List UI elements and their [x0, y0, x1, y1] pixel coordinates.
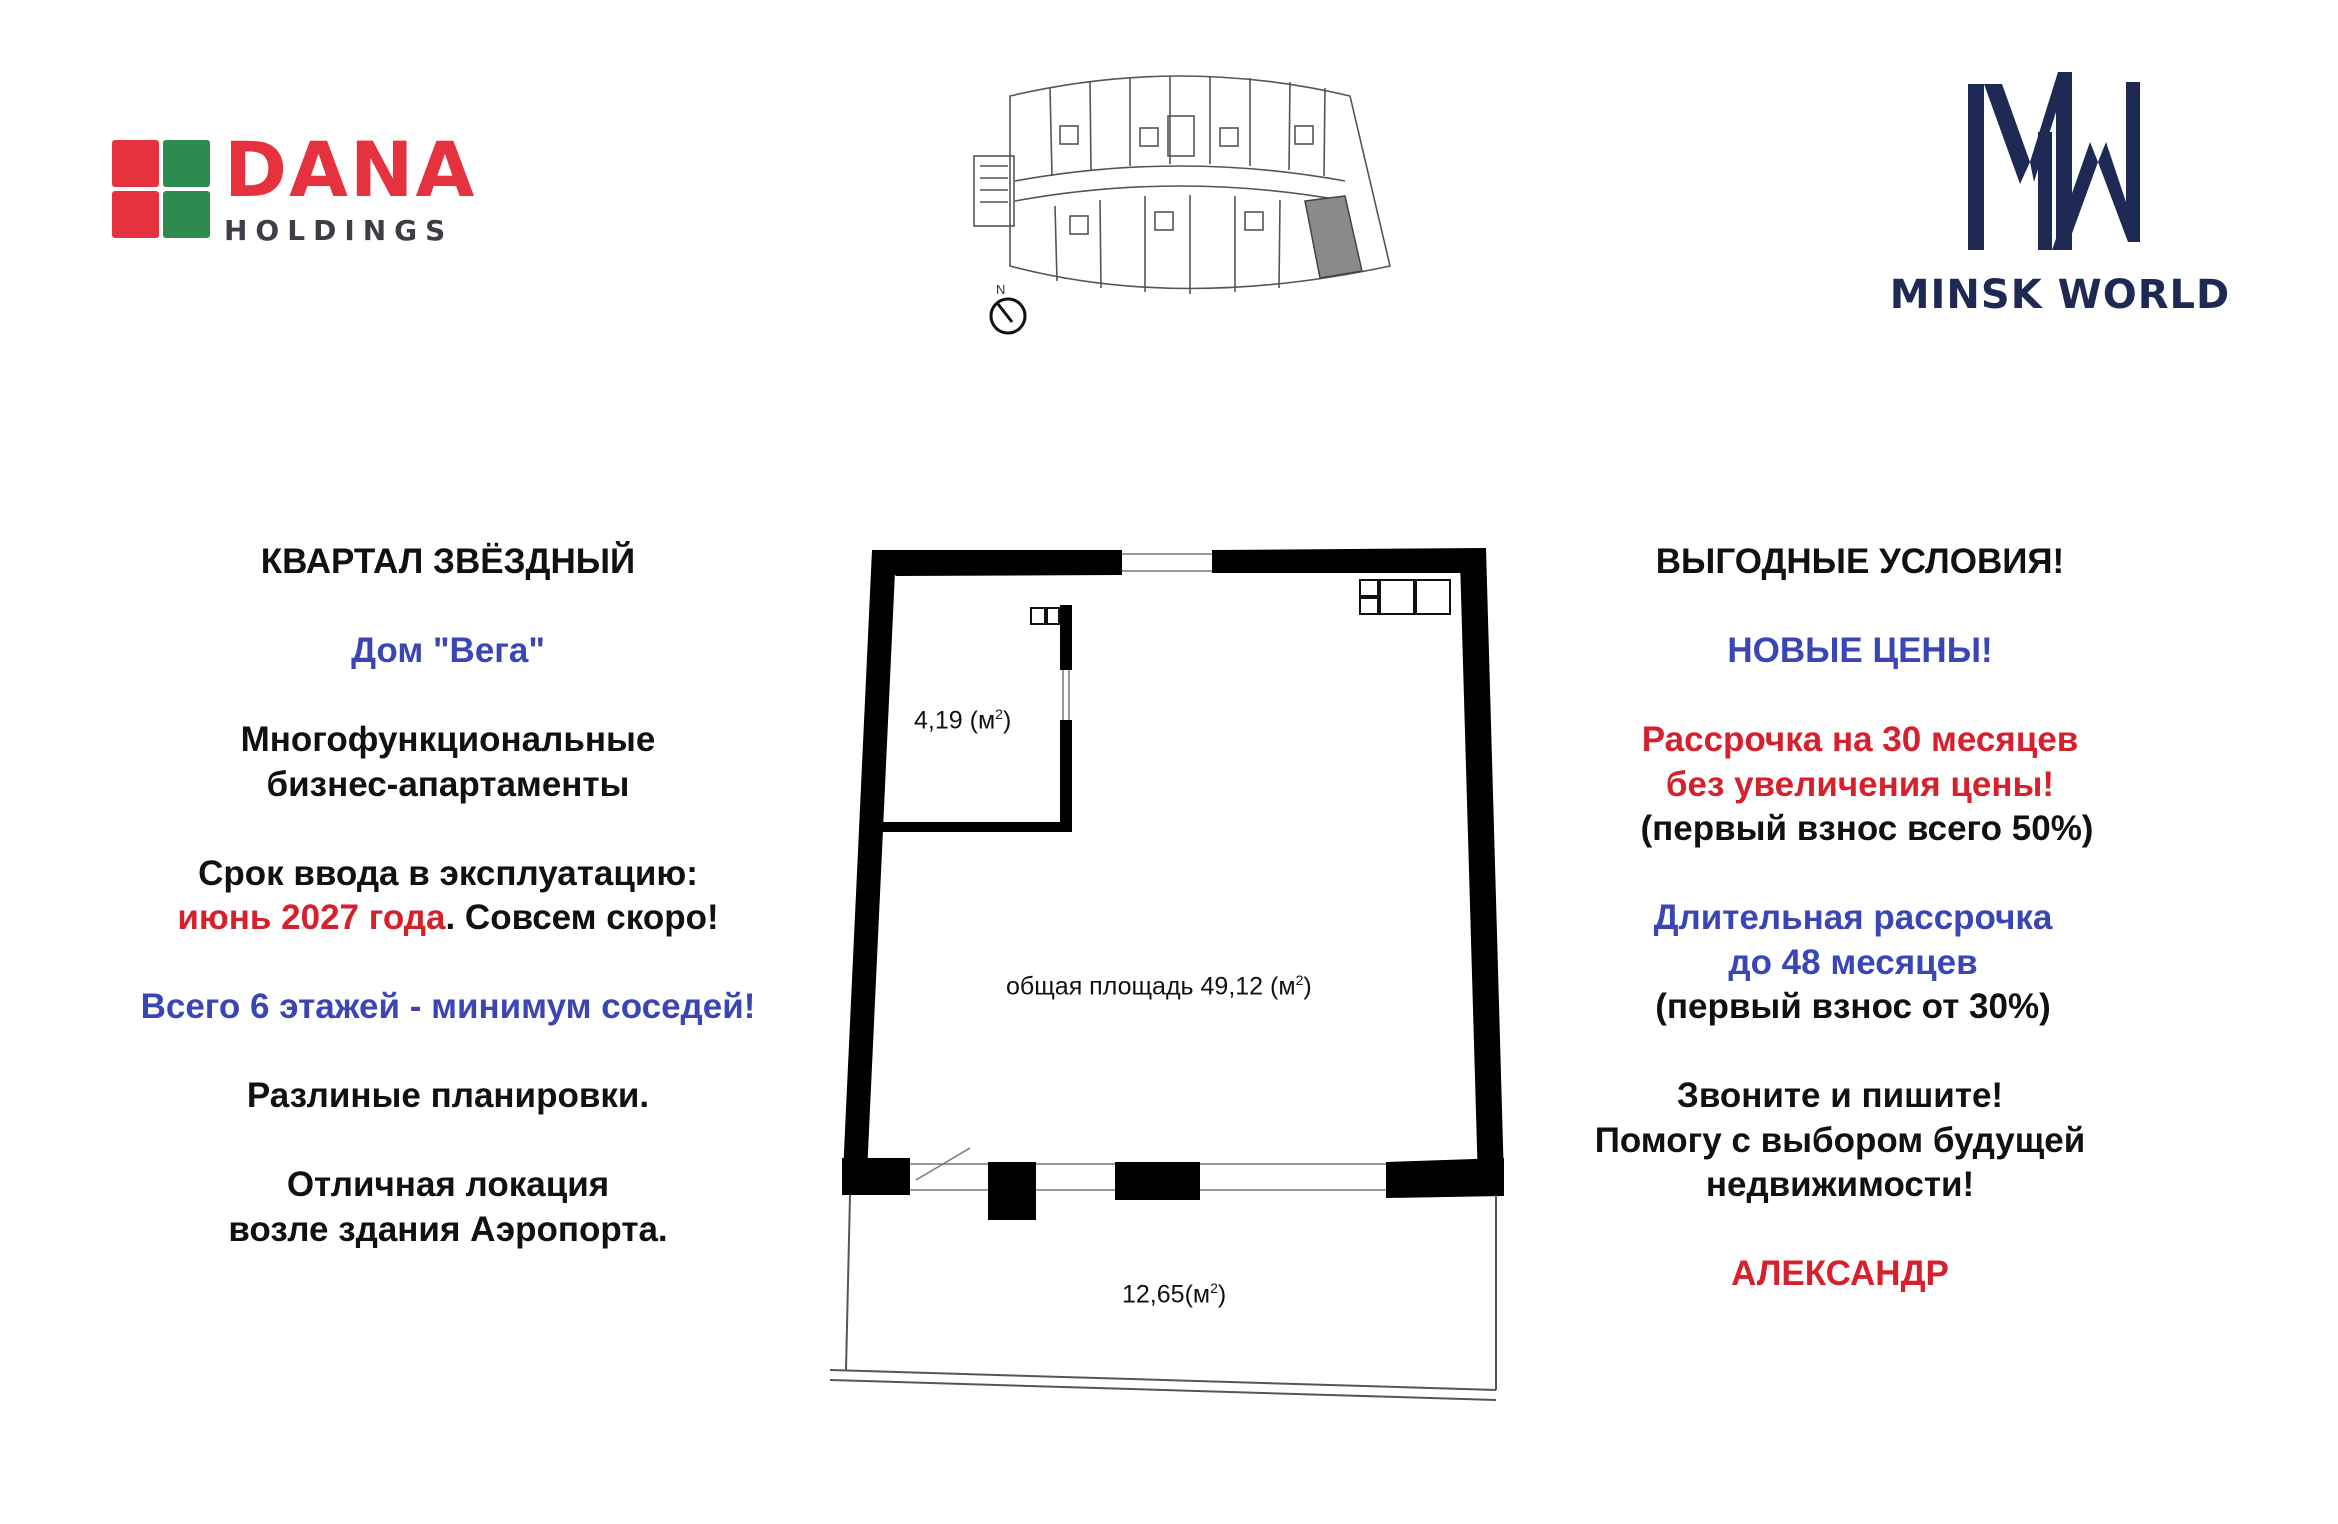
- highlighted-unit: [1305, 196, 1362, 278]
- minsk-world-logo: [1880, 70, 2240, 330]
- logo-square-red: [112, 140, 159, 187]
- logo-square-red: [112, 191, 159, 238]
- commission-note: . Совсем скоро!: [445, 898, 719, 937]
- new-prices: НОВЫЕ ЦЕНЫ!: [1727, 631, 1993, 670]
- layouts-text: Разлиные планировки.: [246, 1076, 650, 1115]
- logo-subtitle: HOLDINGS: [224, 214, 454, 247]
- cta-line2: Помогу с выбором будущей: [1594, 1120, 2086, 1160]
- left-info-column: [88, 540, 808, 1252]
- property-type-line2: бизнес-апартаменты: [266, 764, 630, 804]
- logo-wordmark: MINSK WORLD: [1889, 272, 2231, 318]
- long-installment-note: (первый взнос от 30%): [1655, 987, 2051, 1026]
- cta-line3: недвижимости!: [1705, 1165, 1975, 1204]
- location-line2: возле здания Аэропорта.: [228, 1209, 668, 1249]
- agent-name: АЛЕКСАНДР: [1731, 1254, 1949, 1293]
- mw-monogram-icon: [1968, 72, 2152, 252]
- dana-holdings-logo: [112, 125, 492, 250]
- installment-line1: Рассрочка на 30 месяцев: [1641, 720, 2079, 759]
- cta-line1: Звоните и пишите!: [1676, 1076, 2004, 1115]
- commission-date-line: [88, 896, 808, 941]
- bathroom-area-label: 4,19 $(м^2)$: [914, 706, 1012, 735]
- right-offer-column: [1500, 540, 2220, 1297]
- installment-line2: без увеличения цены!: [1665, 764, 2055, 804]
- offer-title: ВЫГОДНЫЕ УСЛОВИЯ!: [1655, 542, 2065, 581]
- terrace-area-label: $12,65(м^2)$: [1122, 1280, 1227, 1309]
- location-line1: Отличная локация: [286, 1165, 610, 1204]
- key-plan-diagram: [960, 66, 1400, 346]
- floors-highlight: Всего 6 этажей - минимум соседей!: [140, 987, 756, 1026]
- long-installment-line2: до 48 месяцев: [1728, 942, 1978, 982]
- apartment-floor-plan: [820, 540, 1520, 1420]
- commission-heading: Срок ввода в эксплуатацию:: [198, 853, 698, 893]
- installment-note: (первый взнос всего 50%): [1640, 809, 2094, 848]
- logo-wordmark: DANA: [224, 125, 477, 214]
- total-area-label: общая площадь 49,12 $(м^2)$: [1006, 972, 1312, 1001]
- district-title: КВАРТАЛ ЗВЁЗДНЫЙ: [260, 542, 636, 581]
- north-label: N: [996, 282, 1006, 297]
- long-installment-line1: Длительная рассрочка: [1653, 898, 2053, 937]
- house-name: Дом "Вега": [351, 631, 545, 670]
- property-type-line1: Многофункциональные: [240, 720, 656, 759]
- logo-square-green: [163, 140, 210, 187]
- commission-date: июнь 2027 года: [177, 898, 446, 937]
- logo-square-green: [163, 191, 210, 238]
